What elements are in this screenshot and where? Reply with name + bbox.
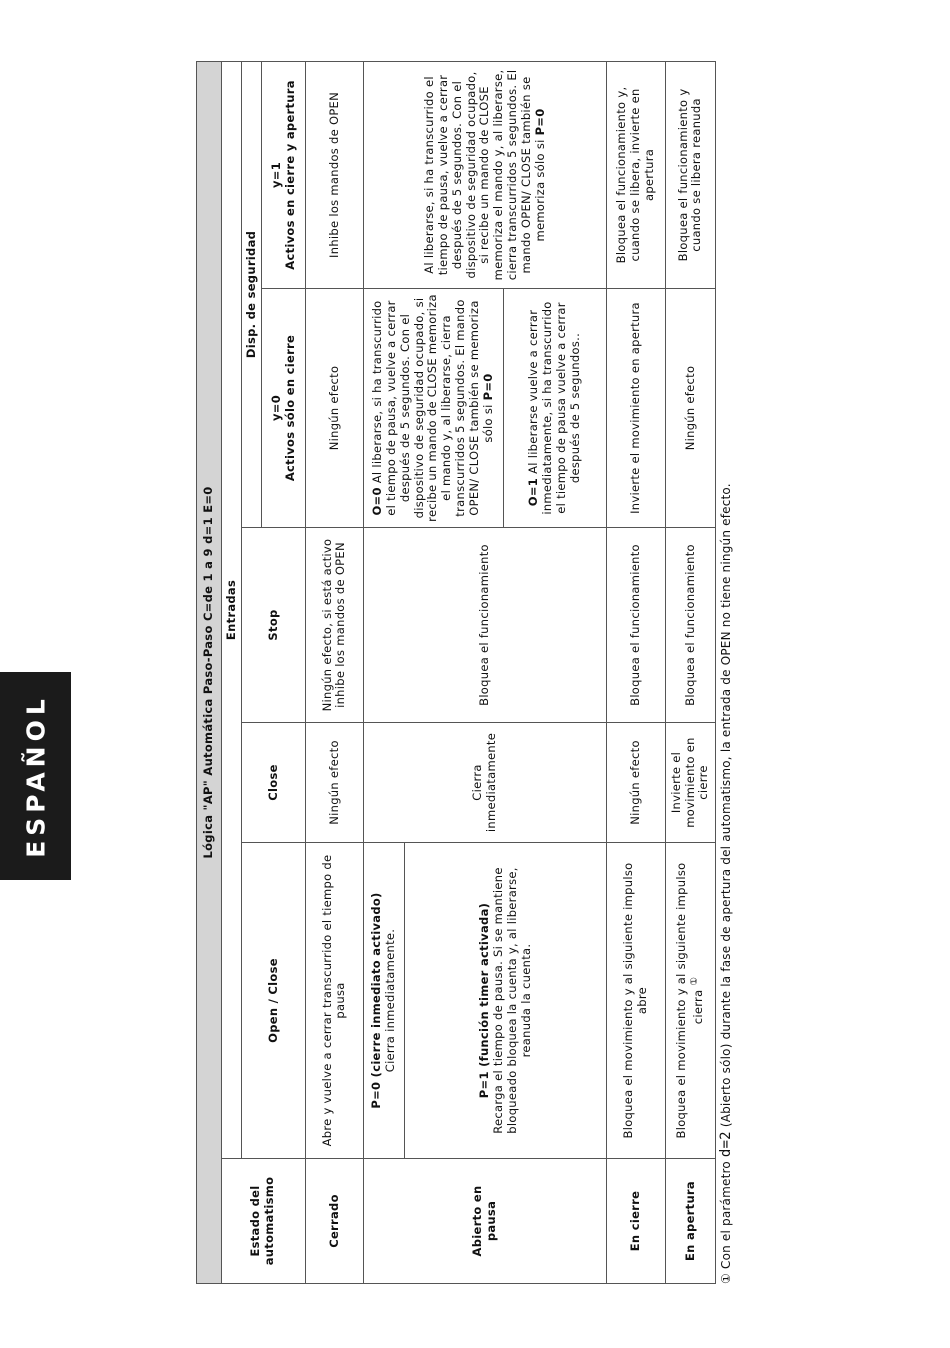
pausa-p1-text: Recarga el tiempo de pausa. Si se mantiene bloqueado bloquea la cuenta y, al liberarse, reanuda la cuenta. (491, 867, 533, 1134)
en-cierre-stop: Bloquea el funcionamiento (607, 528, 665, 723)
cerrado-y1: Inhibe los mandos de OPEN (305, 61, 363, 288)
en-cierre-open-close: Bloquea el movimiento y al siguiente impulso abre (607, 843, 665, 1159)
row-label-en-apertura: En apertura (665, 1159, 715, 1284)
footnote-text: (Abierto sólo) durante la fase de apertura del automatismo, la entrada de OPEN no tiene ningún efecto. (719, 483, 733, 1128)
table-row (607, 61, 665, 1283)
pausa-y1-tail: P=0 (532, 108, 547, 136)
pausa-stop: Bloquea el funcionamiento (364, 528, 607, 723)
pausa-p1-title: P=1 (función timer activada) (477, 902, 492, 1099)
header-y1 (262, 61, 305, 288)
header-entradas: Entradas (221, 61, 241, 1158)
en-cierre-y1: Bloquea el funcionamiento y, cuando se libera, invierte en apertura (607, 61, 665, 288)
language-tab (0, 672, 71, 880)
table-title: Lógica "AP" Automática Paso-Paso C=de 1 a 9 d=1 E=0 (197, 61, 222, 1283)
header-open-close: Open / Close (242, 843, 306, 1159)
header-y0-value: y=0 (268, 394, 283, 422)
cerrado-y0: Ningún efecto (305, 289, 363, 528)
pausa-close: Cierra inmediatamente (364, 723, 607, 843)
pausa-y1-cell (364, 61, 607, 288)
footnote-param: d=2 (718, 1131, 734, 1158)
en-apertura-y1: Bloquea el funcionamiento y cuando se libera reanuda (665, 61, 715, 288)
language-tab-label: ESPAÑOL (21, 694, 50, 858)
header-stop: Stop (242, 528, 306, 723)
header-close: Close (242, 723, 306, 843)
en-apertura-y0: Ningún efecto (665, 289, 715, 528)
header-disp-seguridad: Disp. de seguridad (242, 61, 262, 527)
row-label-abierto-pausa: Abierto en pausa (364, 1159, 607, 1284)
pausa-o1-text: Al liberarse vuelve a cerrar inmediatamente, si ha transcurrido el tiempo de pausa vuelve a cerrar después de 5 segundos.. (526, 301, 582, 515)
table-row (305, 61, 363, 1283)
cerrado-open-close: Abre y vuelve a cerrar transcurrido el tiempo de pausa (305, 843, 363, 1159)
pausa-p0-title: P=0 (cierre inmediato activado) (369, 892, 384, 1109)
pausa-p0-text: Cierra inmediatamente. (383, 928, 398, 1073)
pausa-p0-cell (364, 843, 405, 1159)
logic-table (196, 61, 716, 1284)
table-row (665, 61, 715, 1283)
pausa-o0-text: Al liberarse, si ha transcurrido el tiempo de pausa, vuelve a cerrar después de 5 segundos. Con el dispositivo de seguridad ocupado, si recibe un mando de CLOSE memoriza el mando y, al liberarse, cierra transcurridos 5 segundos. El mando OPEN/ CLOSE también se memoriza sólo si (370, 294, 495, 522)
header-y1-sub: Activos en cierre y apertura (282, 80, 297, 270)
table-row (364, 61, 405, 1283)
pausa-o0-label: O=0 (370, 487, 385, 516)
row-label-cerrado: Cerrado (305, 1159, 363, 1284)
pausa-o0-tail: P=0 (480, 373, 495, 401)
footnote-ref-icon: ① (688, 976, 700, 986)
pausa-p1-cell (405, 843, 607, 1159)
cerrado-stop: Ningún efecto, si está activo inhibe los mandos de OPEN (305, 528, 363, 723)
en-cierre-close: Ningún efecto (607, 723, 665, 843)
pausa-o0-cell (364, 289, 504, 528)
en-apertura-open-close-text: Bloquea el movimiento y al siguiente impulso cierra (674, 862, 705, 1139)
en-apertura-open-close (665, 843, 715, 1159)
header-y0 (262, 289, 305, 528)
row-label-en-cierre: En cierre (607, 1159, 665, 1284)
header-estado: Estado del automatismo (221, 1159, 305, 1284)
cerrado-close: Ningún efecto (305, 723, 363, 843)
footnote-prefix: Con el parámetro (719, 1161, 733, 1270)
rotated-table-frame (196, 62, 744, 1284)
pausa-y1-text: Al liberarse, si ha transcurrido el tiempo de pausa, vuelve a cerrar después de 5 segundos. Con el dispositivo de seguridad ocupado, si recibe un mando de CLOSE memoriza el mando y, al liberarse, cierra transcurridos 5 segundos. El mando OPEN/ CLOSE también se memoriza sólo si (422, 69, 547, 281)
en-cierre-y0: Invierte el movimiento en apertura (607, 289, 665, 528)
pausa-o1-label: O=1 (526, 477, 541, 507)
footnote-mark: ① (719, 1273, 733, 1284)
en-apertura-stop: Bloquea el funcionamiento (665, 528, 715, 723)
en-apertura-close: Invierte el movimiento en cierre (665, 723, 715, 843)
footnote (718, 62, 734, 1284)
header-y1-value: y=1 (268, 161, 283, 188)
header-y0-sub: Activos sólo en cierre (282, 334, 297, 482)
pausa-o1-cell (503, 289, 607, 528)
